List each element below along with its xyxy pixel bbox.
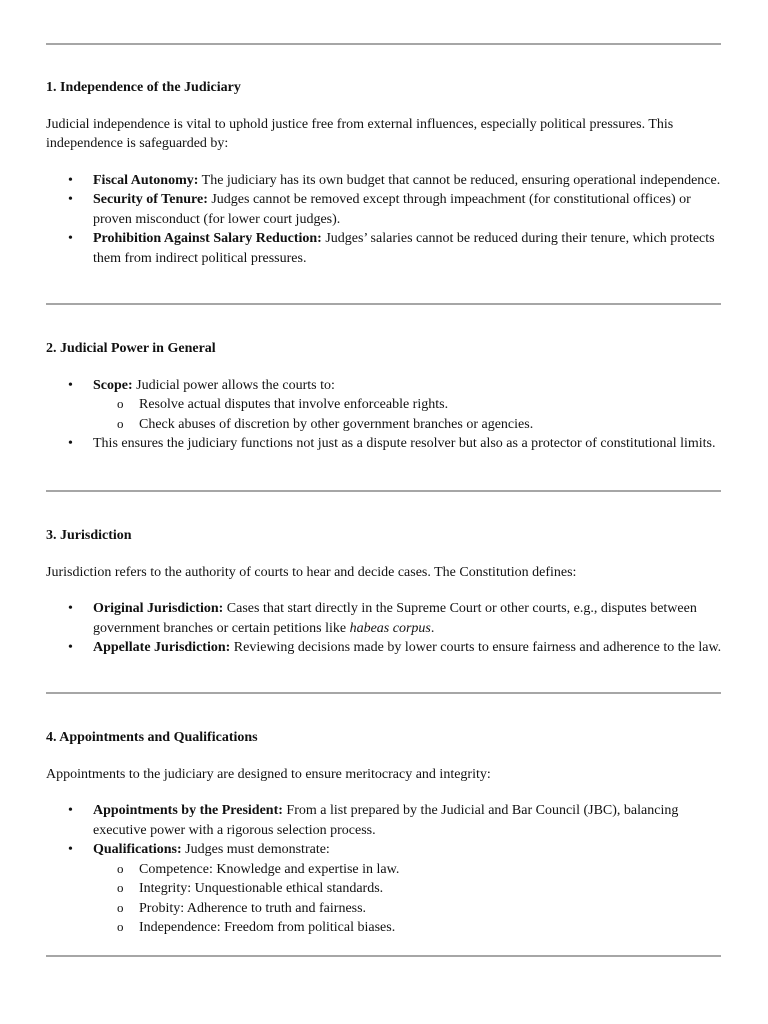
item-italic: habeas corpus — [349, 620, 431, 636]
section-title: 4. Appointments and Qualifications — [46, 730, 258, 745]
sub-list-item: o Independence: Freedom from political biases. — [93, 918, 726, 938]
section-intro: Judicial independence is vital to uphold justice free from external influences, especially political pressures. This independence is safeguarded by: — [46, 116, 674, 151]
item-text: From a list prepared by the Judicial and Bar Council (JBC), balancing executive power with a rigorous selection process. — [93, 803, 679, 838]
item-text: Judges must demonstrate: — [181, 842, 330, 857]
item-text: Judges cannot be removed except through impeachment (for constitutional offices) or proven misconduct (for lower court judges). — [93, 192, 691, 227]
item-text: Judicial power allows the courts to: — [132, 377, 335, 393]
list-item — [46, 840, 726, 938]
item-text: Reviewing decisions made by lower courts to ensure fairness and adherence to the law. — [230, 640, 722, 655]
section-judicial-power — [46, 339, 726, 454]
item-term: Appointments by the President: — [93, 803, 283, 818]
divider — [46, 692, 721, 694]
sub-list-item: o Check abuses of discretion by other government branches or agencies. — [93, 415, 726, 435]
divider — [46, 490, 721, 492]
divider — [46, 303, 721, 305]
list-item — [46, 171, 726, 191]
item-text: The judiciary has its own budget that cannot be reduced, ensuring operational independence. — [198, 172, 721, 188]
sub-list-item: o Probity: Adherence to truth and fairness. — [93, 899, 726, 919]
section-intro: Jurisdiction refers to the authority of courts to hear and decide cases. The Constitution defines: — [46, 564, 577, 580]
item-text: This ensures the judiciary functions not just as a dispute resolver but also as a protector of constitutional limits. — [93, 436, 716, 451]
bullet-list — [46, 599, 726, 658]
section-title: 2. Judicial Power in General — [46, 341, 216, 356]
list-item — [46, 190, 726, 229]
item-text: Judges’ salaries cannot be reduced during their tenure, which protects them from indirect political pressures. — [93, 231, 715, 266]
item-term: Qualifications: — [93, 842, 182, 857]
section-title: 3. Jurisdiction — [46, 528, 132, 543]
item-term: Appellate Jurisdiction: — [93, 640, 231, 655]
list-item — [46, 801, 726, 840]
list-item — [46, 638, 726, 658]
divider — [46, 955, 721, 957]
sub-list — [93, 395, 726, 434]
section-title: 1. Independence of the Judiciary — [46, 80, 241, 95]
item-term: Original Jurisdiction: — [93, 601, 224, 616]
sub-list-item: o Integrity: Unquestionable ethical standards. — [93, 879, 726, 899]
bullet-list — [46, 171, 726, 269]
section-appointments — [46, 728, 726, 938]
item-text: Cases that start directly in the Supreme Court or other courts, e.g., disputes between government branches or certain petitions like — [93, 601, 697, 636]
list-item — [46, 434, 726, 454]
section-independence — [46, 78, 726, 268]
bullet-list — [46, 801, 726, 938]
item-tail: . — [430, 620, 435, 636]
item-term: Scope: — [93, 377, 133, 393]
list-item — [46, 376, 726, 435]
sub-list-item: o Competence: Knowledge and expertise in law. — [93, 860, 726, 880]
item-term: Fiscal Autonomy: — [93, 172, 199, 188]
divider — [46, 43, 721, 45]
sub-list-item: o Resolve actual disputes that involve enforceable rights. — [93, 395, 726, 415]
list-item — [46, 599, 726, 638]
bullet-list — [46, 376, 726, 454]
list-item — [46, 229, 726, 268]
item-term: Security of Tenure: — [93, 192, 208, 207]
section-jurisdiction — [46, 526, 726, 658]
sub-list — [93, 860, 726, 938]
item-term: Prohibition Against Salary Reduction: — [93, 231, 322, 246]
section-intro: Appointments to the judiciary are designed to ensure meritocracy and integrity: — [46, 766, 491, 782]
